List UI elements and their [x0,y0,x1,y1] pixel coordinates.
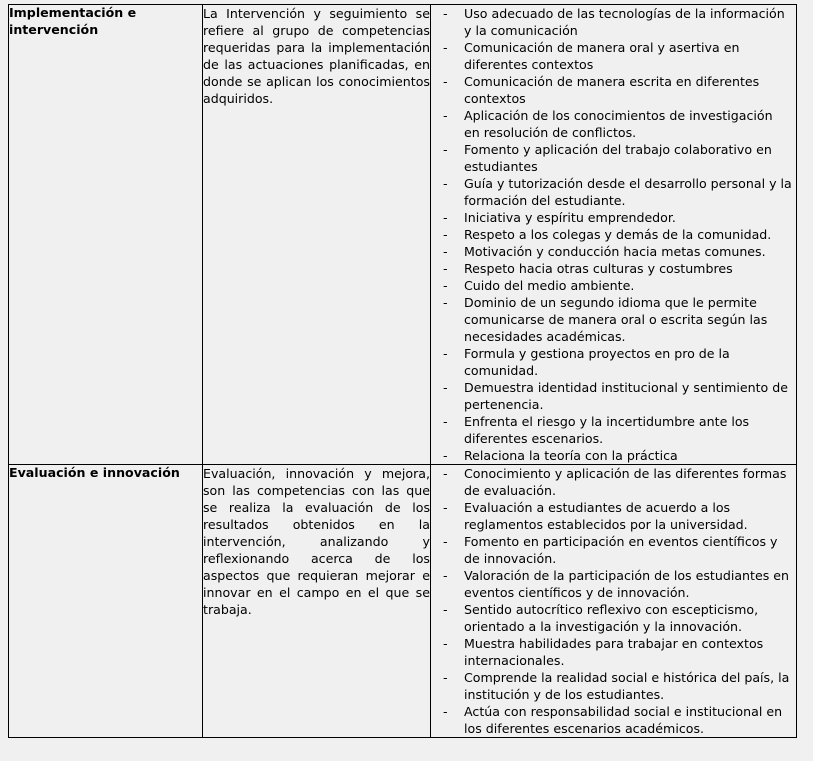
dash-bullet-icon: - [443,176,448,191]
list-item-label: Sentido autocrítico reflexivo con escepticismo, orientado a la investigación y la innovación. [464,602,759,634]
dash-bullet-icon: - [443,636,448,651]
list-item [431,465,792,499]
list-item [431,141,792,175]
dash-bullet-icon: - [443,40,448,55]
list-item [431,243,792,260]
competency-list [431,465,796,737]
list-item-label: Aplicación de los conocimientos de investigación en resolución de conflictos. [464,108,773,140]
competency-area-description: Evaluación, innovación y mejora, son las competencias con las que se realiza la evaluación de los resultados obtenidos en la intervención, analizando y reflexionando acerca de los aspectos que requieran mejorar e innovar en el campo en el que se trabaja. [203,465,431,738]
list-item-label: Demuestra identidad institucional y sentimiento de pertenencia. [464,380,789,412]
list-item [431,533,792,567]
list-item [431,277,792,294]
dash-bullet-icon: - [443,670,448,685]
dash-bullet-icon: - [443,227,448,242]
dash-bullet-icon: - [443,278,448,293]
list-item [431,209,792,226]
list-item-label: Valoración de la participación de los estudiantes en eventos científicos y de innovación. [464,568,790,600]
list-item-label: Guía y tutorización desde el desarrollo personal y la formación del estudiante. [464,176,792,208]
competency-table [8,4,797,738]
competency-list-cell [431,5,797,465]
dash-bullet-icon: - [443,108,448,123]
list-item [431,175,792,209]
list-item-label: Evaluación a estudiantes de acuerdo a los reglamentos establecidos por la universidad. [464,500,748,532]
list-item-label: Muestra habilidades para trabajar en contextos internacionales. [464,636,764,668]
list-item-label: Comprende la realidad social e histórica del país, la institución y de los estudiantes. [464,670,790,702]
dash-bullet-icon: - [443,602,448,617]
table-row [9,465,797,738]
list-item-label: Iniciativa y espíritu emprendedor. [464,210,676,225]
list-item-label: Fomento y aplicación del trabajo colaborativo en estudiantes [464,142,772,174]
list-item-label: Formula y gestiona proyectos en pro de la comunidad. [464,346,730,378]
list-item [431,345,792,379]
list-item [431,5,792,39]
table-body [9,5,797,738]
competency-list-cell [431,465,797,738]
dash-bullet-icon: - [443,568,448,583]
competency-area-name: Implementación e intervención [9,5,203,465]
dash-bullet-icon: - [443,448,448,463]
dash-bullet-icon: - [443,414,448,429]
dash-bullet-icon: - [443,704,448,719]
list-item-label: Actúa con responsabilidad social e institucional en los diferentes escenarios académicos. [464,704,783,736]
list-item [431,39,792,73]
competency-area-description: La Intervención y seguimiento se refiere al grupo de competencias requeridas para la implementación de las actuaciones planificadas, en donde se aplican los conocimientos adquiridos. [203,5,431,465]
list-item-label: Comunicación de manera escrita en diferentes contextos [464,74,760,106]
list-item-label: Comunicación de manera oral y asertiva en diferentes contextos [464,40,740,72]
list-item [431,703,792,737]
dash-bullet-icon: - [443,346,448,361]
list-item [431,107,792,141]
dash-bullet-icon: - [443,466,448,481]
list-item [431,413,792,447]
dash-bullet-icon: - [443,142,448,157]
dash-bullet-icon: - [443,244,448,259]
list-item [431,499,792,533]
dash-bullet-icon: - [443,380,448,395]
list-item [431,226,792,243]
list-item [431,567,792,601]
list-item [431,601,792,635]
list-item [431,260,792,277]
list-item-label: Uso adecuado de las tecnologías de la información y la comunicación [464,6,785,38]
list-item [431,669,792,703]
list-item-label: Relaciona la teoría con la práctica [464,448,678,463]
list-item-label: Cuido del medio ambiente. [464,278,635,293]
list-item-label: Motivación y conducción hacia metas comunes. [464,244,766,259]
dash-bullet-icon: - [443,534,448,549]
dash-bullet-icon: - [443,74,448,89]
list-item-label: Dominio de un segundo idioma que le permite comunicarse de manera oral o escrita según las necesidades académicas. [464,295,768,344]
dash-bullet-icon: - [443,261,448,276]
list-item-label: Fomento en participación en eventos científicos y de innovación. [464,534,778,566]
dash-bullet-icon: - [443,295,448,310]
list-item [431,447,792,464]
table-row [9,5,797,465]
competency-list [431,5,796,464]
dash-bullet-icon: - [443,500,448,515]
list-item [431,635,792,669]
dash-bullet-icon: - [443,6,448,21]
list-item [431,379,792,413]
list-item-label: Conocimiento y aplicación de las diferentes formas de evaluación. [464,466,787,498]
list-item-label: Respeto a los colegas y demás de la comunidad. [464,227,772,242]
dash-bullet-icon: - [443,210,448,225]
list-item [431,73,792,107]
list-item-label: Respeto hacia otras culturas y costumbres [464,261,733,276]
list-item [431,294,792,345]
competency-area-name: Evaluación e innovación [9,465,203,738]
list-item-label: Enfrenta el riesgo y la incertidumbre ante los diferentes escenarios. [464,414,750,446]
